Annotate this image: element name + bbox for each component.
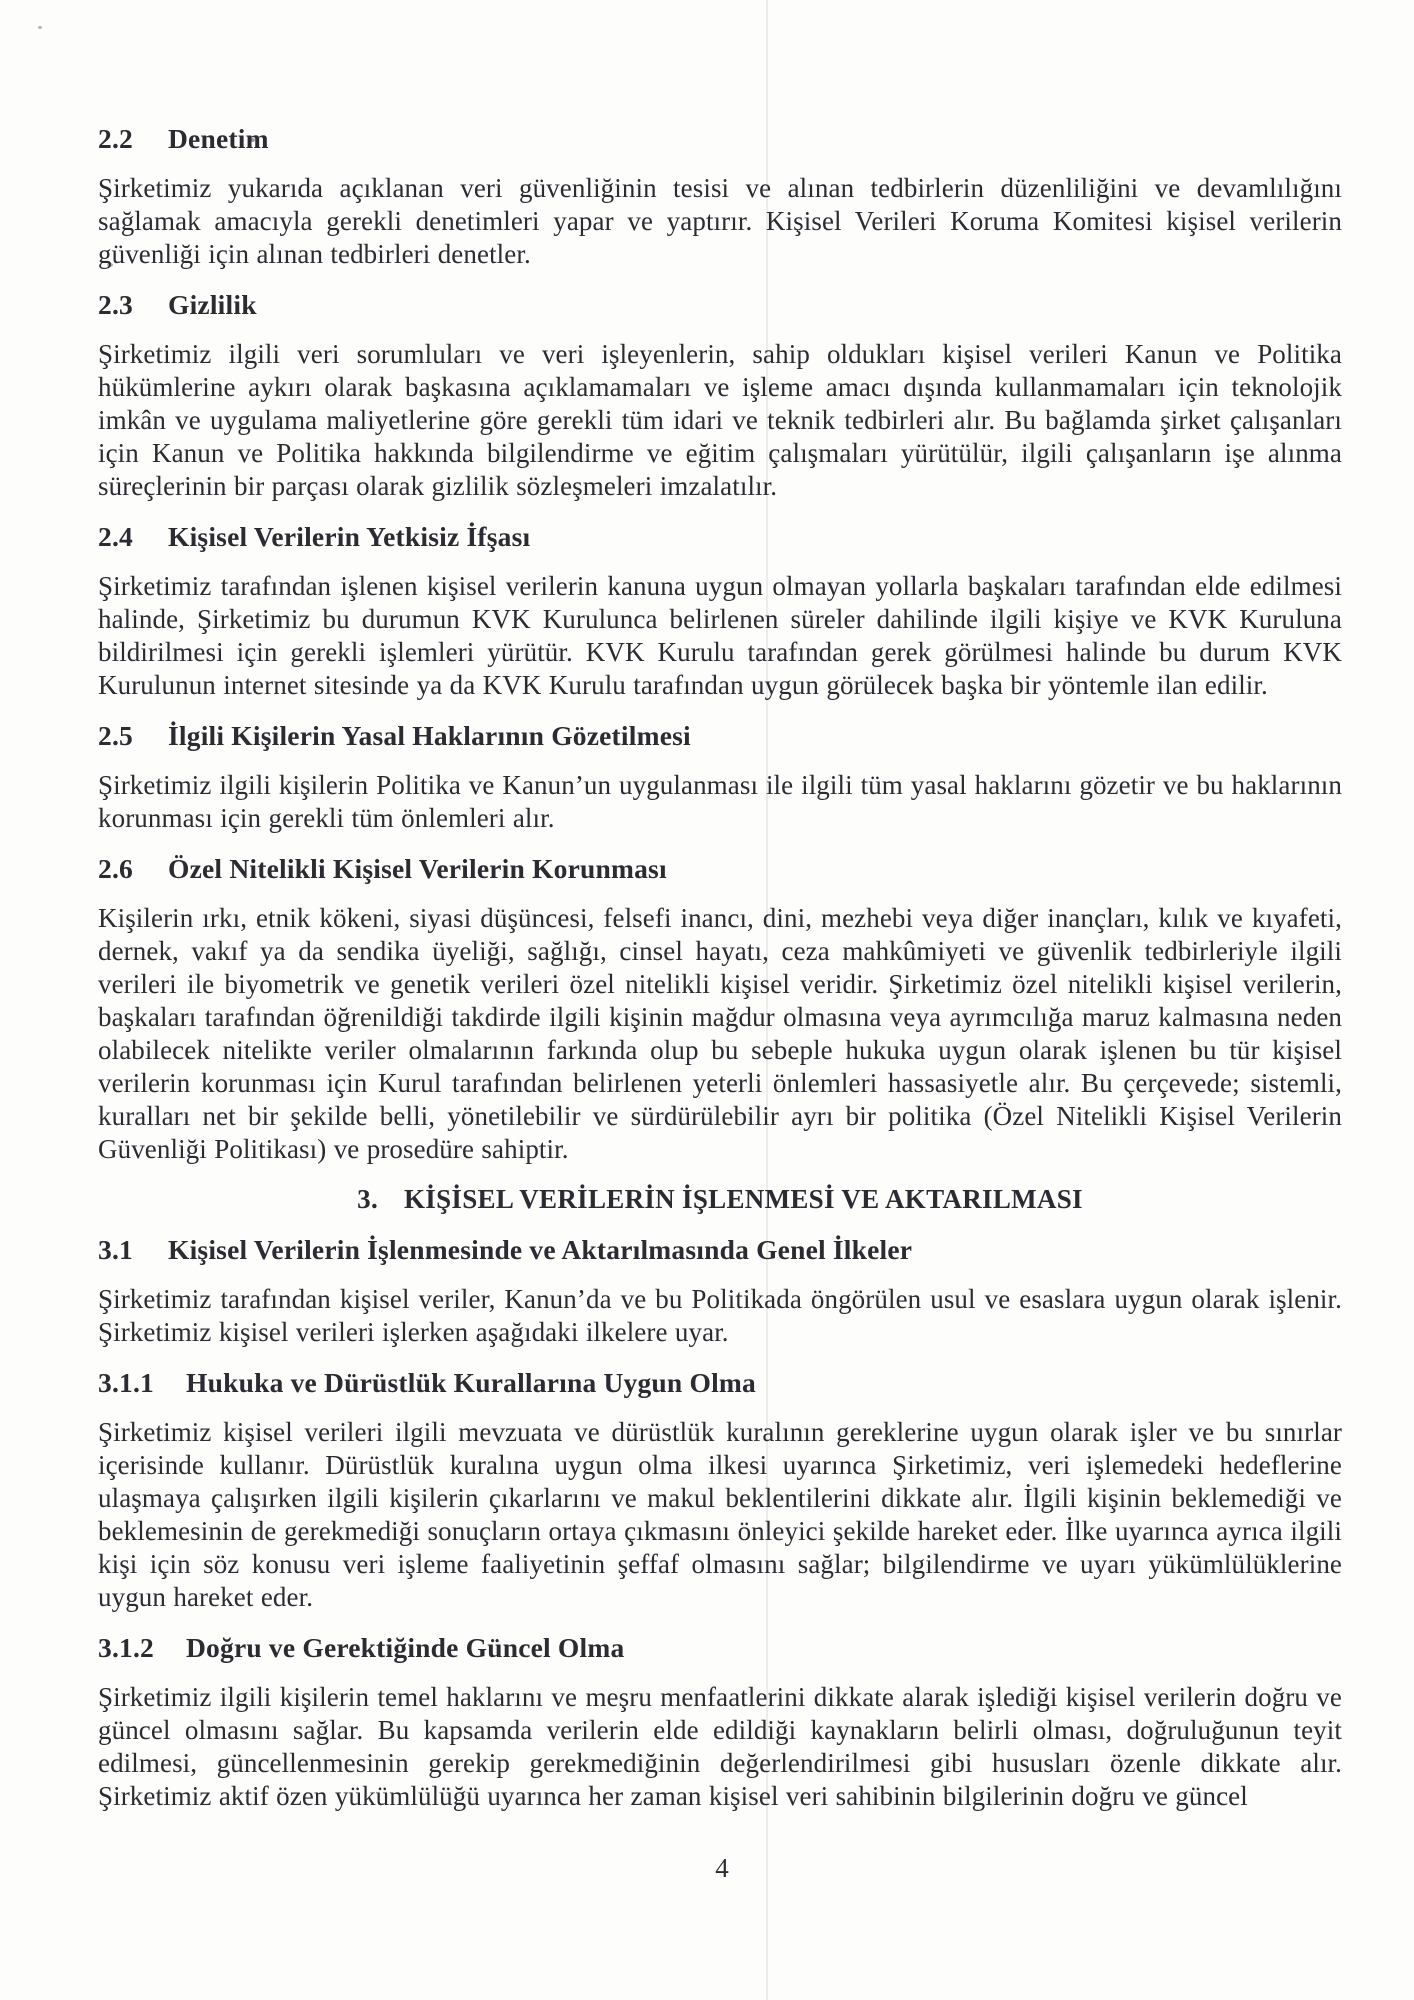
section-number: 2.5 xyxy=(98,720,133,751)
section-number: 3.1.2 xyxy=(98,1632,154,1663)
section-number: 2.6 xyxy=(98,853,133,884)
document-content xyxy=(98,122,1342,1813)
section-2-5-paragraph: Şirketimiz ilgili kişilerin Politika ve Kanun’un uygulanması ile ilgili tüm yasal haklarını gözetir ve bu haklarının korunması için gerekli tüm önlemleri alır. xyxy=(98,770,1342,833)
section-3-1-paragraph: Şirketimiz tarafından kişisel veriler, Kanun’da ve bu Politikada öngörülen usul ve esaslara uygun olarak işlenir. Şirketimiz kişisel verileri işlerken aşağıdaki ilkelere uyar. xyxy=(98,1284,1342,1347)
section-2-6-paragraph: Kişilerin ırkı, etnik kökeni, siyasi düşüncesi, felsefi inancı, dini, mezhebi veya diğer inançları, kılık ve kıyafeti, dernek, vakıf ya da sendika üyeliği, sağlığı, cinsel hayatı, ceza mahkûmiyeti ve güvenlik tedbirleriyle ilgili verileri ile biyometrik ve genetik verileri özel nitelikli kişisel veridir. Şirketimiz özel nitelikli kişisel verilerin, başkaları tarafından öğrenildiği takdirde ilgili kişinin mağdur olmasına veya ayrımcılığa maruz kalmasına neden olabilecek nitelikte veriler olmalarının farkında olup bu sebeple hukuka uygun olarak işlenen bu tür kişisel verilerin korunması için Kurul tarafından belirlenen yeterli önlemleri hassasiyetle alır. Bu çerçevede; sistemli, kuralları net bir şekilde belli, yönetilebilir ve sürdürülebilir ayrı bir politika (Özel Nitelikli Kişisel Verilerin Güvenliği Politikası) ve prosedüre sahiptir. xyxy=(98,903,1342,1164)
section-2-4-heading xyxy=(98,520,1342,553)
section-2-6-heading xyxy=(98,852,1342,885)
section-2-4-paragraph: Şirketimiz tarafından işlenen kişisel verilerin kanuna uygun olmayan yollarla başkaları tarafından elde edilmesi halinde, Şirketimiz bu durumun KVK Kurulunca belirlenen süreler dahilinde ilgili kişiye ve KVK Kuruluna bildirilmesi için gerekli işlemleri yürütür. KVK Kurulu tarafından gerek görülmesi halinde bu durum KVK Kurulunun internet sitesinde ya da KVK Kurulu tarafından uygun görülecek başka bir yöntemle ilan edilir. xyxy=(98,571,1342,700)
section-title: Kişisel Verilerin İşlenmesinde ve Aktarılmasında Genel İlkeler xyxy=(168,1234,913,1265)
chapter-title: KİŞİSEL VERİLERİN İŞLENMESİ VE AKTARILMASI xyxy=(404,1184,1083,1214)
section-title: Kişisel Verilerin Yetkisiz İfşası xyxy=(168,521,531,552)
section-3-1-2-paragraph: Şirketimiz ilgili kişilerin temel haklarını ve meşru menfaatlerini dikkate alarak işlediği kişisel verilerin doğru ve güncel olmasını sağlar. Bu kapsamda verilerin elde edildiği kaynakların belirli olması, doğruluğunun teyit edilmesi, güncellenmesinin gerekip gerekmediğinin değerlendirilmesi gibi hususları özenle dikkate alır. Şirketimiz aktif özen yükümlülüğü uyarınca her zaman kişisel veri sahibinin bilgilerinin doğru ve güncel xyxy=(98,1682,1342,1811)
section-title: Hukuka ve Dürüstlük Kurallarına Uygun Olma xyxy=(186,1367,756,1398)
section-2-3-heading xyxy=(98,288,1342,321)
section-3-1-heading xyxy=(98,1233,1342,1266)
page-number: 4 xyxy=(715,1853,729,1883)
chapter-3-heading xyxy=(98,1183,1342,1216)
section-2-2-paragraph: Şirketimiz yukarıda açıklanan veri güvenliğinin tesisi ve alınan tedbirlerin düzenliliğini ve devamlılığını sağlamak amacıyla gerekli denetimleri yapar ve yaptırır. Kişisel Verileri Koruma Komitesi kişisel verilerin güvenliği için alınan tedbirleri denetler. xyxy=(98,173,1342,269)
section-2-5-heading xyxy=(98,719,1342,752)
section-3-1-2-heading xyxy=(98,1631,1342,1664)
section-3-1-1-heading xyxy=(98,1366,1342,1399)
section-2-3-paragraph: Şirketimiz ilgili veri sorumluları ve veri işleyenlerin, sahip oldukları kişisel verileri Kanun ve Politika hükümlerine aykırı olarak başkasına açıklamamaları ve işleme amacı dışında kullanmamaları için teknolojik imkân ve uygulama maliyetlerine göre gerekli tüm idari ve teknik tedbirleri alır. Bu bağlamda şirket çalışanları için Kanun ve Politika hakkında bilgilendirme ve eğitim çalışmaları yürütülür, ilgili çalışanların işe alınma süreçlerinin bir parçası olarak gizlilik sözleşmeleri imzalatılır. xyxy=(98,339,1342,501)
section-number: 3.1.1 xyxy=(98,1367,154,1398)
scan-speck xyxy=(38,26,42,29)
section-3-1-1-paragraph: Şirketimiz kişisel verileri ilgili mevzuata ve dürüstlük kuralının gereklerine uygun olarak işler ve bu sınırlar içerisinde kullanır. Dürüstlük kuralına uygun olma ilkesi uyarınca Şirketimiz, veri işlemedeki hedeflerine ulaşmaya çalışırken ilgili kişilerin çıkarlarını ve makul beklentilerini dikkate alır. İlgili kişinin beklemediği ve beklemesinin de gerekmediği sonuçların ortaya çıkmasını önleyici şekilde hareket eder. İlke uyarınca ayrıca ilgili kişi için söz konusu veri işleme faaliyetinin şeffaf olmasını sağlar; bilgilendirme ve uyarı yükümlülüklerine uygun hareket eder. xyxy=(98,1417,1342,1612)
section-title: Özel Nitelikli Kişisel Verilerin Korunması xyxy=(168,853,667,884)
section-number: 3.1 xyxy=(98,1234,133,1265)
section-title: İlgili Kişilerin Yasal Haklarının Gözetilmesi xyxy=(168,720,691,751)
chapter-number: 3. xyxy=(357,1184,378,1214)
section-title: Denetim xyxy=(168,123,269,154)
section-title: Doğru ve Gerektiğinde Güncel Olma xyxy=(186,1632,625,1663)
section-title: Gizlilik xyxy=(168,289,257,320)
section-number: 2.2 xyxy=(98,123,133,154)
section-2-2-heading xyxy=(98,122,1342,155)
section-number: 2.4 xyxy=(98,521,133,552)
section-number: 2.3 xyxy=(98,289,133,320)
